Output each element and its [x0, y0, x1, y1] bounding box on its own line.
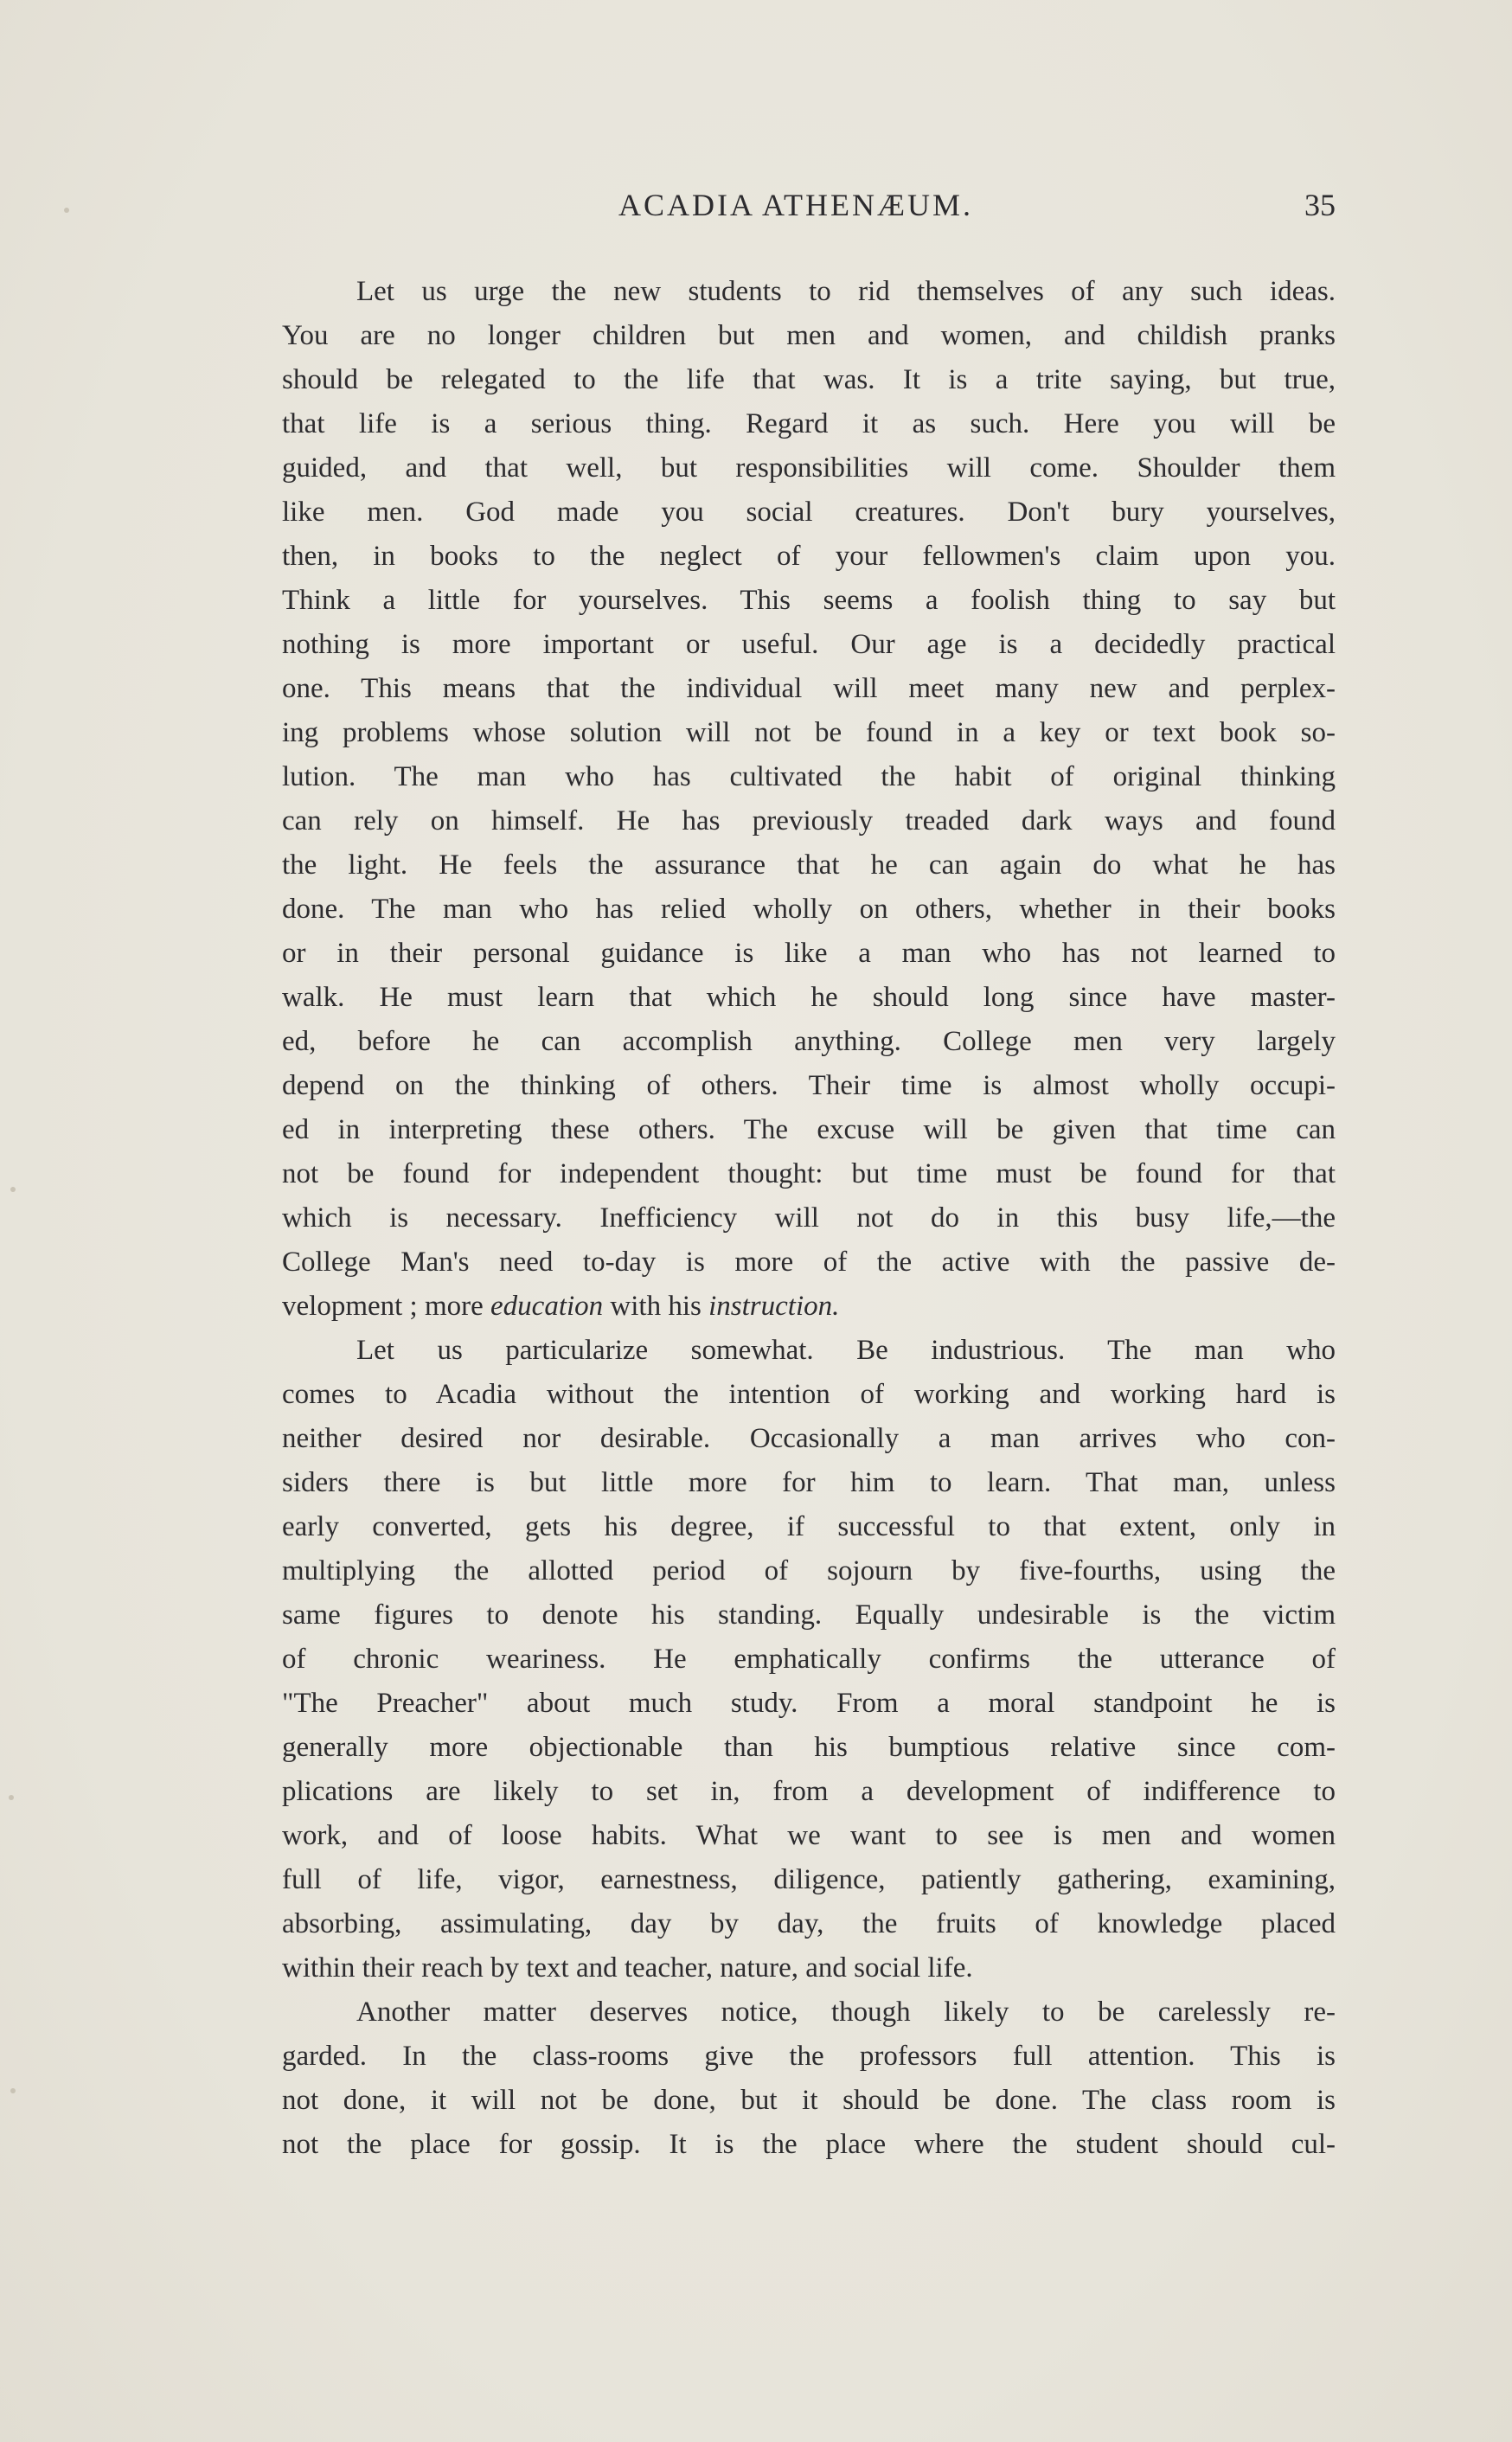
text-line: neither desired nor desirable. Occasionally a man arrives who con-	[282, 1423, 1336, 1454]
text-line: depend on the thinking of others. Their time is almost wholly occupi-	[282, 1070, 1336, 1101]
text-line: can rely on himself. He has previously treaded dark ways and found	[282, 805, 1336, 836]
body-text	[282, 270, 1336, 2167]
text-line: ed, before he can accomplish anything. College men very largely	[282, 1026, 1336, 1057]
margin-speck	[9, 1795, 14, 1800]
text-line: "The Preacher" about much study. From a moral standpoint he is	[282, 1688, 1336, 1719]
text-line: College Man's need to-day is more of the active with the passive de-	[282, 1247, 1336, 1278]
text-line: comes to Acadia without the intention of working and working hard is	[282, 1379, 1336, 1410]
text-line: work, and of loose habits. What we want to see is men and women	[282, 1820, 1336, 1851]
margin-speck	[10, 2088, 16, 2093]
text-line: absorbing, assimulating, day by day, the fruits of knowledge placed	[282, 1908, 1336, 1939]
text-line: same figures to denote his standing. Equally undesirable is the victim	[282, 1599, 1336, 1631]
text-line: full of life, vigor, earnestness, diligence, patiently gathering, examining,	[282, 1864, 1336, 1895]
italic-term: instruction.	[708, 1291, 840, 1322]
text-line: or in their personal guidance is like a man who has not learned to	[282, 938, 1336, 969]
text-line: generally more objectionable than his bumptious relative since com-	[282, 1732, 1336, 1763]
text-line: within their reach by text and teacher, nature, and social life.	[282, 1952, 973, 1984]
text-line: which is necessary. Inefficiency will not do in this busy life,—the	[282, 1202, 1336, 1234]
italic-term: education	[490, 1291, 604, 1322]
text-line: garded. In the class-rooms give the professors full attention. This is	[282, 2041, 1336, 2072]
text-line: multiplying the allotted period of sojourn by five-fourths, using the	[282, 1555, 1336, 1586]
paragraph	[282, 1990, 1336, 2167]
text-line: that life is a serious thing. Regard it as such. Here you will be	[282, 408, 1336, 439]
journal-title: ACADIA ATHENÆUM.	[618, 188, 974, 222]
text-line: one. This means that the individual will meet many new and perplex-	[282, 673, 1336, 704]
text-line: Think a little for yourselves. This seems a foolish thing to say but	[282, 585, 1336, 616]
text-line: ing problems whose solution will not be found in a key or text book so-	[282, 717, 1336, 748]
text-run: with his	[603, 1291, 709, 1322]
text-line: guided, and that well, but responsibilities will come. Shoulder them	[282, 452, 1336, 484]
text-line: Let us urge the new students to rid themselves of any such ideas.	[356, 276, 1336, 307]
text-line: Let us particularize somewhat. Be industrious. The man who	[356, 1335, 1336, 1366]
text-line	[282, 1285, 1336, 1329]
text-line: nothing is more important or useful. Our age is a decidedly practical	[282, 629, 1336, 660]
text-line: plications are likely to set in, from a development of indifference to	[282, 1776, 1336, 1807]
text-line: the light. He feels the assurance that he can again do what he has	[282, 849, 1336, 881]
text-line: not done, it will not be done, but it should be done. The class room is	[282, 2085, 1336, 2116]
text-line: early converted, gets his degree, if successful to that extent, only in	[282, 1511, 1336, 1542]
text-line: lution. The man who has cultivated the habit of original thinking	[282, 761, 1336, 792]
text-line: should be relegated to the life that was. It is a trite saying, but true,	[282, 364, 1336, 395]
page-number: 35	[1304, 188, 1336, 222]
text-line: Another matter deserves notice, though likely to be carelessly re-	[356, 1997, 1336, 2028]
text-line: siders there is but little more for him to learn. That man, unless	[282, 1467, 1336, 1498]
running-head	[282, 183, 1336, 227]
text-line: ed in interpreting these others. The excuse will be given that time can	[282, 1114, 1336, 1145]
margin-speck	[64, 208, 69, 213]
paragraph	[282, 1329, 1336, 1990]
text-line: You are no longer children but men and women, and childish pranks	[282, 320, 1336, 351]
text-line: done. The man who has relied wholly on others, whether in their books	[282, 894, 1336, 925]
text-line: like men. God made you social creatures. Don't bury yourselves,	[282, 497, 1336, 528]
text-line: of chronic weariness. He emphatically confirms the utterance of	[282, 1644, 1336, 1675]
text-line: not be found for independent thought: but time must be found for that	[282, 1158, 1336, 1189]
paragraph	[282, 270, 1336, 1329]
text-line: walk. He must learn that which he should long since have master-	[282, 982, 1336, 1013]
text-line: not the place for gossip. It is the place where the student should cul-	[282, 2129, 1336, 2160]
text-run: velopment ; more	[282, 1291, 491, 1322]
text-line: then, in books to the neglect of your fellowmen's claim upon you.	[282, 541, 1336, 572]
margin-speck	[10, 1187, 16, 1192]
